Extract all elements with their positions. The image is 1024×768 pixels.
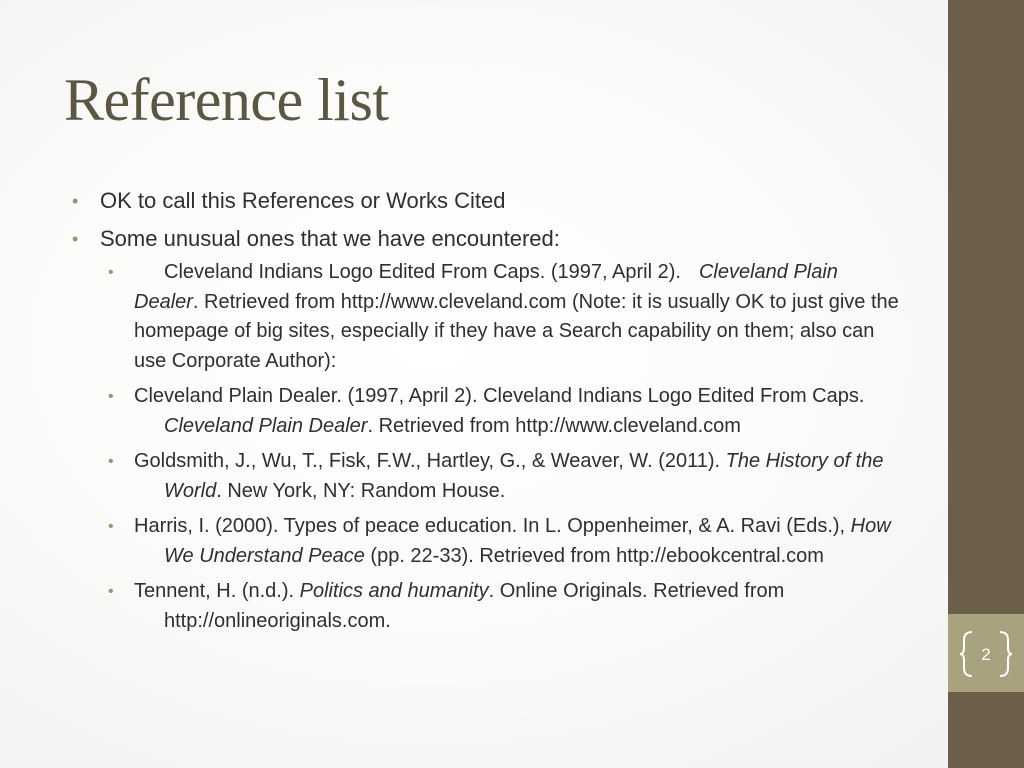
slide-title: Reference list: [64, 67, 389, 133]
reference-text: . Retrieved from http://www.cleveland.com: [367, 414, 741, 437]
bullet-list: [72, 182, 902, 636]
bullet-item: [72, 182, 902, 220]
bullet-text: OK to call this References or Works Cited: [100, 188, 506, 213]
reference-item: [72, 447, 902, 506]
reference-text: . Online Originals. Retrieved from http://onlineoriginals.com.: [164, 580, 785, 632]
reference-source-title: Cleveland Plain Dealer: [134, 261, 838, 313]
reference-text: . Retrieved from http://www.cleveland.com (Note: it is usually OK to just give the homepage of big sites, especially if they have a Search capability on them; also can use Corporate Author):: [134, 290, 899, 372]
reference-text: Harris, I. (2000). Types of peace education. In L. Oppenheimer, & A. Ravi (Eds.),: [134, 515, 851, 537]
bullet-dot-icon: •: [72, 191, 79, 211]
bullet-dot-icon: •: [72, 229, 79, 249]
bullet-item: [72, 220, 902, 636]
bullet-dot-icon: •: [108, 583, 114, 600]
reference-text: Goldsmith, J., Wu, T., Fisk, F.W., Hartley, G., & Weaver, W. (2011).: [134, 450, 726, 472]
bullet-dot-icon: •: [108, 264, 114, 281]
reference-source-title: How We Understand Peace: [164, 515, 891, 567]
reference-source-title: Politics and humanity: [299, 580, 489, 602]
reference-text: (pp. 22-33). Retrieved from http://ebookcentral.com: [364, 544, 824, 567]
bullet-dot-icon: •: [108, 388, 114, 405]
reference-item: [72, 512, 902, 571]
reference-text: . New York, NY: Random House.: [216, 479, 506, 502]
page-number-badge: [958, 630, 1014, 678]
reference-list: [72, 258, 902, 636]
reference-text: Cleveland Indians Logo Edited From Caps. (1997, April 2).: [164, 261, 681, 283]
reference-text: Cleveland Plain Dealer. (1997, April 2). Cleveland Indians Logo Edited From Caps.: [134, 385, 865, 407]
reference-item: [72, 577, 902, 636]
reference-source-title: Cleveland Plain Dealer: [164, 414, 368, 437]
bullet-dot-icon: •: [108, 518, 114, 535]
reference-text: Tennent, H. (n.d.).: [134, 580, 300, 602]
bullet-dot-icon: •: [108, 453, 114, 470]
slide-body: [72, 182, 902, 642]
reference-item: [72, 258, 902, 376]
page-number: 2: [981, 645, 991, 664]
bullet-text: Some unusual ones that we have encountered:: [100, 226, 560, 251]
reference-source-title: The History of the World: [164, 450, 884, 502]
reference-item: [72, 382, 902, 441]
